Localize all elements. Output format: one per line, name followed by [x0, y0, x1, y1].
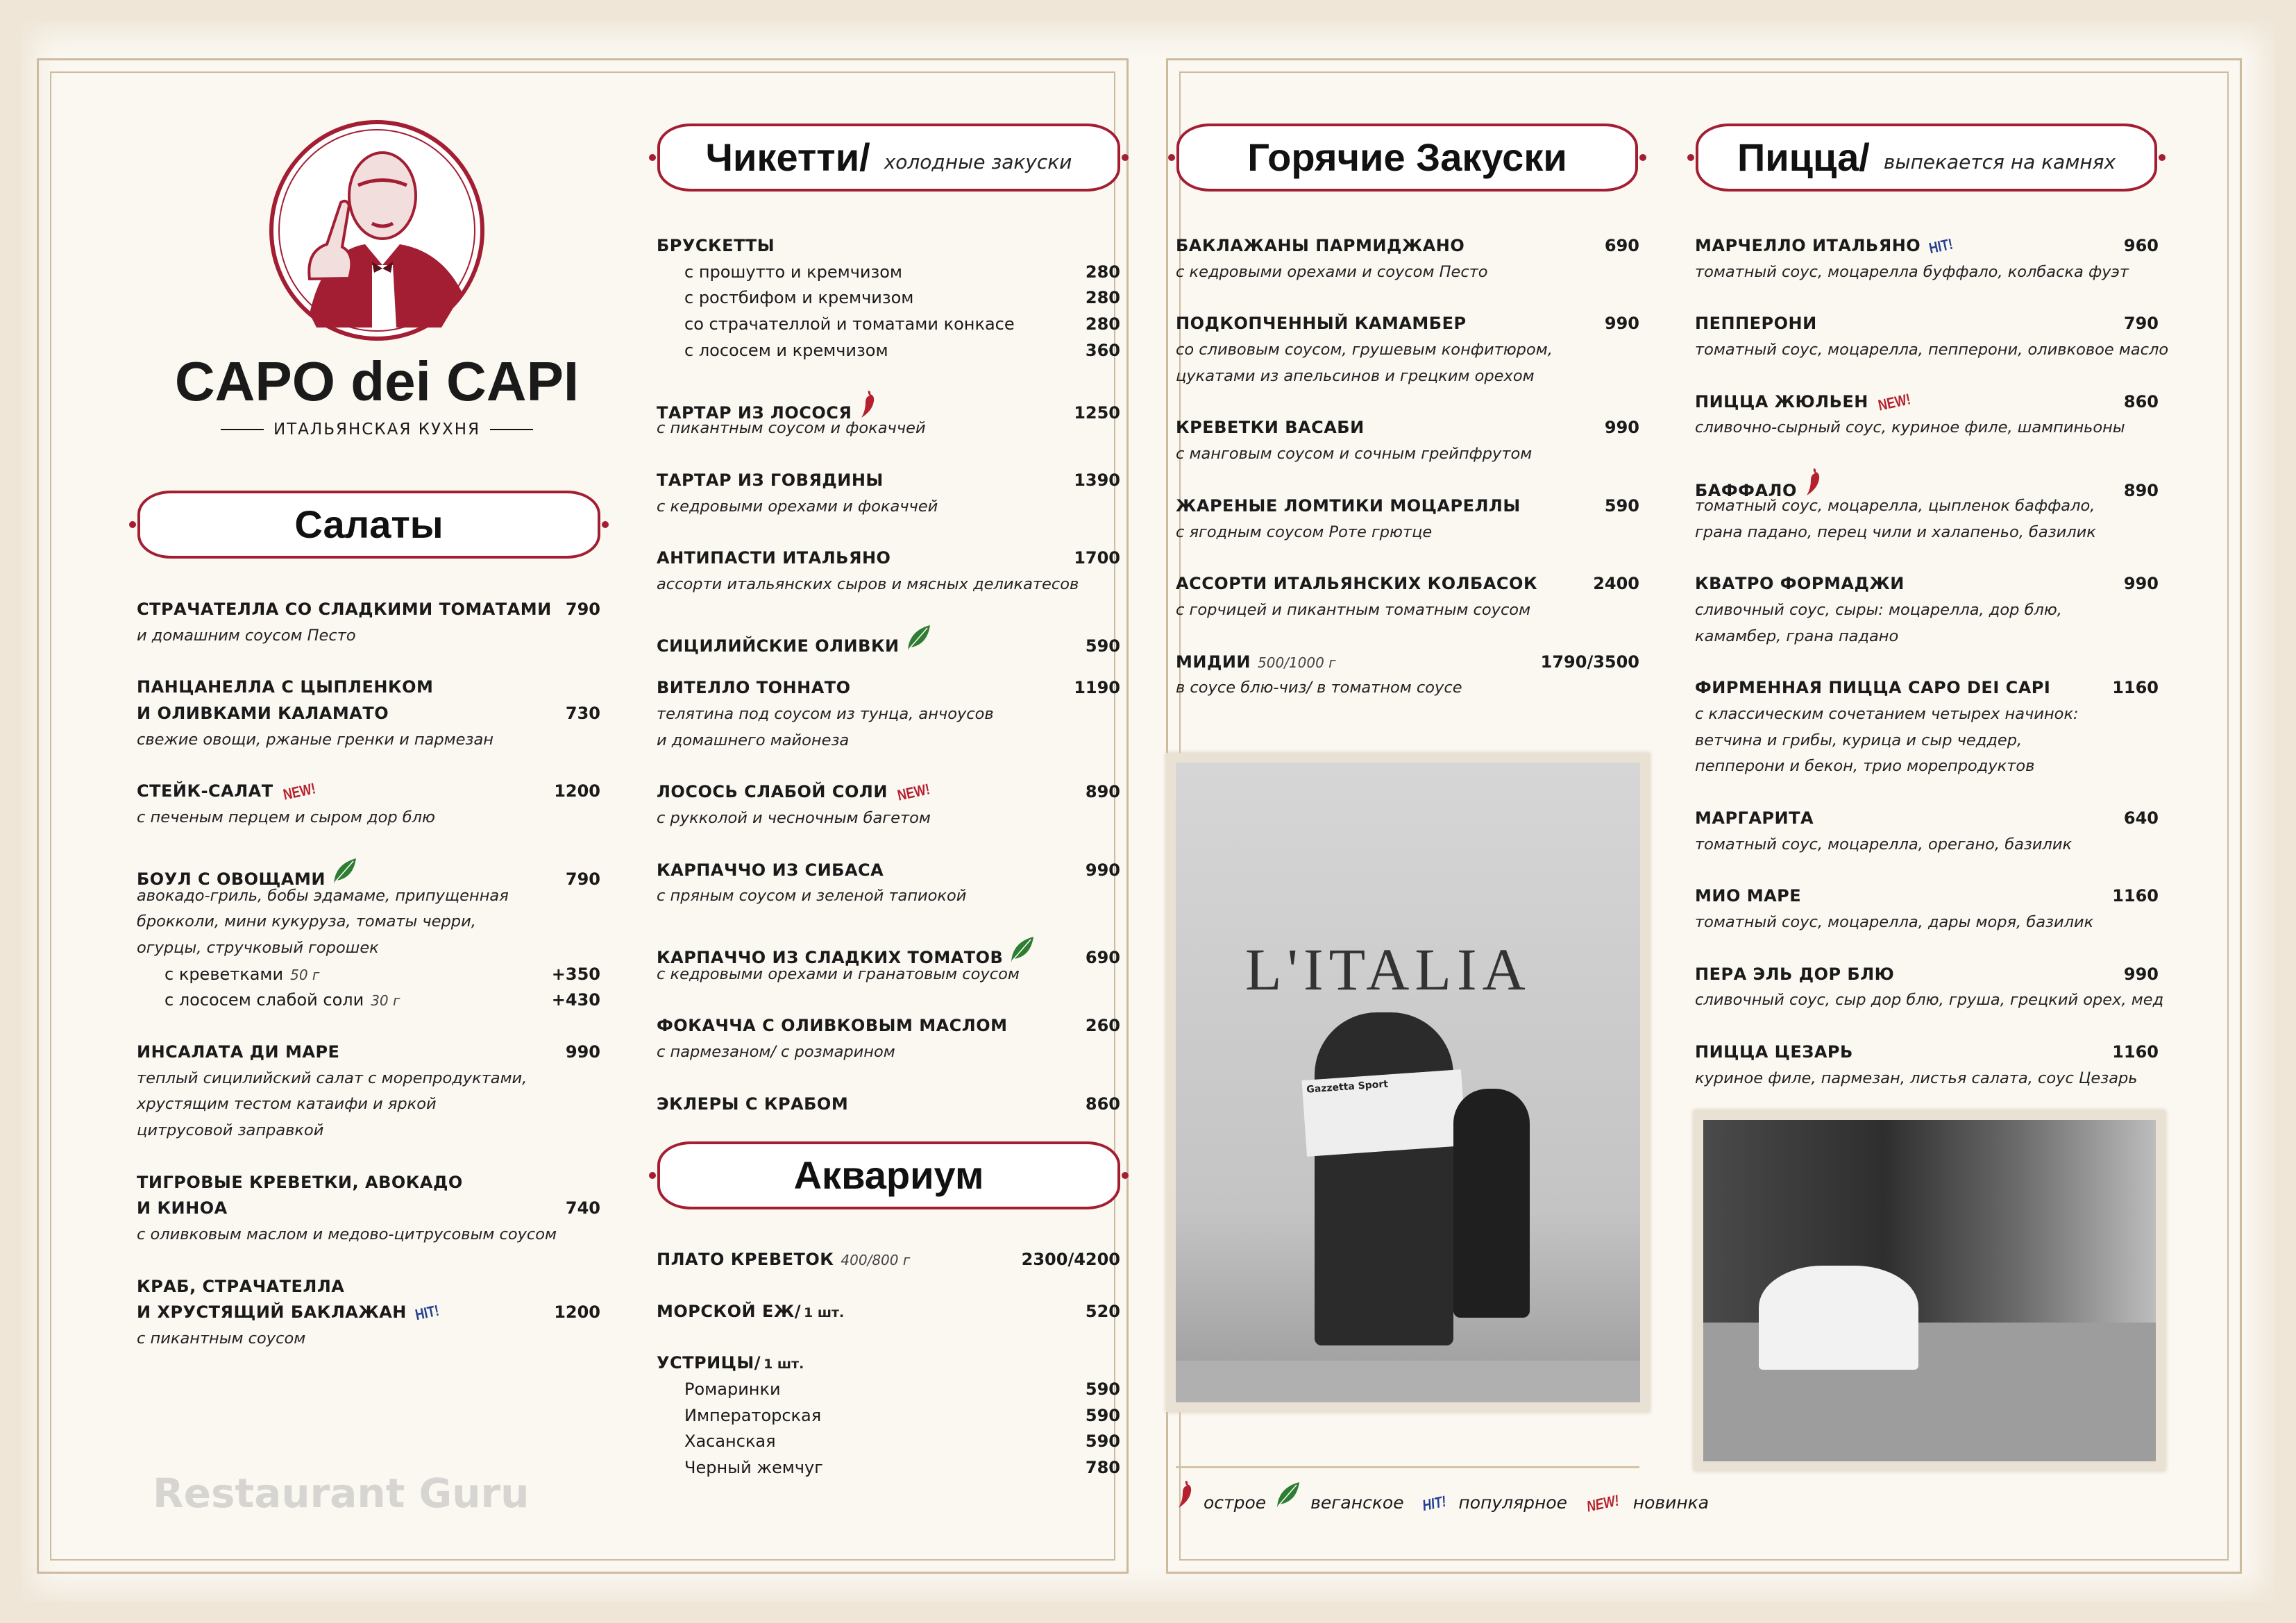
chili-icon — [1176, 1479, 1194, 1513]
menu-item[interactable] — [137, 857, 600, 1014]
item-description: авокадо-гриль, бобы эдамаме, припущенная — [137, 886, 509, 905]
section-title: Аквариум — [793, 1153, 984, 1197]
section-header-hot — [1176, 124, 1638, 192]
item-title-row — [1695, 571, 2159, 597]
option-price: 280 — [1085, 314, 1120, 334]
item-title-row — [1695, 233, 2159, 260]
item-title-row — [1176, 233, 1639, 260]
menu-item[interactable] — [657, 468, 1120, 520]
item-name: МОРСКОЙ ЕЖ/ — [657, 1301, 801, 1321]
item-description: хрустящим тестом катаифи и яркой — [137, 1095, 437, 1114]
item-name: ТИГРОВЫЕ КРЕВЕТКИ, АВОКАДО — [137, 1172, 463, 1192]
menu-item[interactable] — [657, 233, 1120, 364]
menu-item[interactable] — [657, 389, 1120, 441]
item-description: с классическим сочетанием четырех начинок: — [1695, 704, 2079, 723]
legend-hit: популярное — [1458, 1493, 1568, 1513]
option-name: с прошутто и кремчизом — [684, 262, 903, 282]
salads-list — [137, 597, 600, 1378]
hit-badge: HIT! — [1420, 1492, 1448, 1515]
item-description: куриное филе, пармезан, листья салата, соус Цезарь — [1695, 1069, 2138, 1087]
item-name: ТАРТАР ИЗ ГОВЯДИНЫ — [657, 470, 884, 490]
item-option[interactable] — [657, 1403, 1120, 1429]
section-title: Салаты — [294, 502, 444, 546]
item-option[interactable] — [657, 285, 1120, 312]
legend-divider — [1176, 1466, 1639, 1468]
item-name: ПИЦЦА ЦЕЗАРЬ — [1695, 1042, 1853, 1062]
item-description: с манговым соусом и сочным грейпфрутом — [1176, 445, 1533, 464]
item-name: ТАРТАР ИЗ ЛОСОСЯ — [657, 403, 852, 423]
item-title-row — [137, 674, 600, 701]
girl-figure — [1453, 1089, 1530, 1318]
item-option[interactable] — [657, 1429, 1120, 1455]
menu-item[interactable] — [1176, 571, 1639, 623]
item-description: ветчина и грибы, курица и сыр чеддер, — [1695, 731, 2023, 749]
menu-item[interactable] — [657, 675, 1120, 754]
item-name: И ХРУСТЯЩИЙ БАКЛАЖАН — [137, 1302, 407, 1323]
item-title-row — [657, 624, 1120, 656]
legend-spicy: острое — [1204, 1493, 1267, 1513]
menu-item[interactable] — [657, 624, 1120, 656]
item-name: КАРПАЧЧО ИЗ СИБАСА — [657, 860, 884, 880]
item-title-row — [1176, 311, 1639, 337]
option-price: 590 — [1085, 1431, 1120, 1452]
item-price: 890 — [2123, 481, 2159, 501]
item-description: томатный соус, моцарелла, пепперони, оливковое масло — [1695, 341, 2169, 359]
item-name: КАРПАЧЧО ИЗ СЛАДКИХ ТОМАТОВ — [657, 948, 1004, 968]
item-name: КРЕВЕТКИ ВАСАБИ — [1176, 418, 1365, 438]
item-name: БАКЛАЖАНЫ ПАРМИДЖАНО — [1176, 236, 1465, 255]
item-option[interactable] — [137, 987, 600, 1014]
item-name: СИЦИЛИЙСКИЕ ОЛИВКИ — [657, 636, 900, 656]
item-option[interactable] — [657, 338, 1120, 364]
item-title-row — [657, 1013, 1120, 1039]
menu-item[interactable] — [137, 1274, 600, 1352]
option-name: Хасанская — [684, 1431, 776, 1452]
item-description: свежие овощи, ржаные гренки и пармезан — [137, 730, 493, 749]
item-weight: 500/1000 г — [1258, 654, 1336, 671]
item-title-row — [657, 675, 1120, 702]
item-description: с оливковым маслом и медово-цитрусовым соусом — [137, 1225, 557, 1244]
item-title-row — [657, 233, 1120, 260]
menu-item[interactable] — [137, 597, 600, 649]
item-price: 1200 — [554, 1302, 600, 1323]
item-name: ЛОСОСЬ СЛАБОЙ СОЛИ — [657, 782, 888, 802]
item-title-row — [137, 1039, 600, 1066]
option-price: +350 — [551, 964, 600, 984]
item-title-row — [1695, 389, 2159, 416]
menu-item[interactable] — [1695, 467, 2159, 545]
item-title-row — [657, 1091, 1120, 1118]
item-description: телятина под соусом из тунца, анчоусов — [657, 704, 994, 723]
item-price: 990 — [1085, 860, 1120, 880]
item-price: 1700 — [1074, 548, 1120, 568]
item-name: БОУЛ С ОВОЩАМИ — [137, 869, 326, 889]
item-name: ПИЦЦА ЖЮЛЬЕН — [1695, 391, 1868, 411]
item-title-row — [657, 468, 1120, 494]
item-description: с рукколой и чесночным багетом — [657, 809, 931, 827]
item-price: 990 — [2123, 964, 2159, 984]
item-title-row — [137, 1274, 600, 1300]
item-price: 860 — [1085, 1094, 1120, 1114]
option-weight: 50 г — [290, 966, 320, 983]
item-description: с пряным соусом и зеленой тапиокой — [657, 887, 967, 906]
item-title-row — [1176, 493, 1639, 520]
item-unit: 1 шт. — [804, 1305, 845, 1320]
photo-italia — [1166, 753, 1650, 1412]
option-price: 780 — [1085, 1458, 1120, 1478]
item-name: МАРЧЕЛЛО ИТАЛЬЯНО — [1695, 236, 1921, 255]
item-description: огурцы, стручковый горошек — [137, 938, 379, 957]
item-price: 790 — [2123, 314, 2159, 334]
brand-tagline — [221, 419, 533, 440]
item-name: КВАТРО ФОРМАДЖИ — [1695, 574, 1905, 594]
leaf-icon — [1276, 1481, 1301, 1513]
item-title-row — [657, 389, 1120, 423]
hit-badge: HIT! — [413, 1302, 441, 1324]
godfather-portrait-icon — [268, 119, 486, 341]
item-description: томатный соус, моцарелла, дары моря, базилик — [1695, 913, 2094, 932]
item-name: ПЕРА ЭЛЬ ДОР БЛЮ — [1695, 964, 1895, 984]
item-name: ПЛАТО КРЕВЕТОК — [657, 1250, 834, 1269]
new-badge: NEW! — [281, 779, 317, 804]
brand-name: CAPO dei CAPI — [174, 350, 580, 412]
item-name: БРУСКЕТТЫ — [657, 236, 775, 255]
menu-item[interactable] — [137, 779, 600, 831]
option-name: Ромаринки — [684, 1379, 781, 1400]
item-option[interactable] — [657, 312, 1120, 338]
item-price: 1200 — [554, 781, 600, 801]
item-name: БАФФАЛО — [1695, 481, 1797, 501]
option-price: 590 — [1085, 1405, 1120, 1425]
item-title-row — [657, 1299, 1120, 1325]
item-title-row — [657, 779, 1120, 806]
option-name: с лососем и кремчизом — [684, 340, 888, 360]
item-price: 1250 — [1074, 403, 1120, 423]
item-description: сливочно-сырный соус, куриное филе, шампиньоны — [1695, 418, 2125, 437]
item-name: МИДИИ — [1176, 652, 1251, 672]
legend — [1176, 1479, 1710, 1515]
item-option[interactable] — [657, 1377, 1120, 1403]
item-description: со сливовым соусом, грушевым конфитюром, — [1176, 341, 1553, 359]
section-title: Пицца/ — [1737, 135, 1870, 179]
menu-item[interactable] — [657, 935, 1120, 987]
item-title-row — [657, 1247, 1120, 1273]
cicchetti-list — [657, 233, 1120, 1144]
menu-item[interactable] — [1176, 415, 1639, 467]
item-title-row — [1176, 571, 1639, 597]
item-description: с печеным перцем и сыром дор блю — [137, 808, 435, 827]
item-description: грана падано, перец чили и халапеньо, базилик — [1695, 522, 2096, 541]
menu-item[interactable] — [1695, 962, 2164, 1014]
item-title-row — [137, 779, 600, 805]
item-title-row — [1695, 311, 2159, 337]
leaf-icon — [906, 624, 931, 661]
option-price: +430 — [551, 990, 600, 1010]
menu-item[interactable] — [137, 1170, 600, 1248]
item-price: 990 — [1604, 418, 1639, 438]
item-title-row — [137, 1300, 600, 1326]
item-description: и домашним соусом Песто — [137, 626, 356, 645]
item-title-row — [1176, 649, 1639, 676]
option-name: с креветками — [164, 964, 284, 984]
option-name: с лососем слабой соли — [164, 990, 364, 1010]
item-weight: 400/800 г — [841, 1252, 911, 1268]
menu-item[interactable] — [1176, 311, 1639, 389]
item-price: 860 — [2123, 391, 2159, 411]
item-title-row — [137, 857, 600, 889]
item-price: 2300/4200 — [1021, 1250, 1120, 1269]
item-description: с кедровыми орехами и соусом Песто — [1176, 262, 1488, 281]
section-title: Чикетти/ — [705, 135, 870, 179]
item-name: ЭКЛЕРЫ С КРАБОМ — [657, 1094, 849, 1114]
item-title-row — [657, 1350, 1120, 1377]
menu-item[interactable] — [657, 1247, 1120, 1273]
item-price: 1190 — [1074, 678, 1120, 698]
item-description: цитрусовой заправкой — [137, 1121, 324, 1139]
item-title-row — [1695, 467, 2159, 501]
option-name: с ростбифом и кремчизом — [684, 288, 914, 308]
item-description: в соусе блю-чиз/ в томатном соусе — [1176, 679, 1462, 697]
item-title-row — [137, 1170, 600, 1196]
item-price: 1160 — [2112, 886, 2159, 906]
item-price: 690 — [1085, 948, 1120, 968]
newspaper: Gazzetta Sport — [1301, 1069, 1466, 1157]
photo-garden-table — [1694, 1110, 2166, 1471]
menu-item[interactable] — [657, 1350, 1120, 1481]
pizza-list — [1695, 233, 2169, 1118]
section-header-aquarium — [657, 1141, 1120, 1209]
item-name: И ОЛИВКАМИ КАЛАМАТО — [137, 704, 389, 724]
graffiti-text: L'ITALIA — [1245, 936, 1531, 1003]
item-name: ПОДКОПЧЕННЫЙ КАМАМБЕР — [1176, 314, 1467, 334]
item-description: томатный соус, моцарелла, цыпленок баффало, — [1695, 496, 2095, 515]
tagline-text: ИТАЛЬЯНСКАЯ КУХНЯ — [273, 420, 481, 439]
item-name: СТРАЧАТЕЛЛА СО СЛАДКИМИ ТОМАТАМИ — [137, 600, 552, 619]
item-title-row — [1695, 962, 2159, 988]
new-badge: NEW! — [1876, 390, 1912, 414]
item-name: МИО МАРЕ — [1695, 886, 1802, 906]
item-description: с пикантным соусом — [137, 1329, 306, 1348]
item-price: 790 — [565, 869, 600, 889]
option-price: 280 — [1085, 288, 1120, 308]
option-weight: 30 г — [371, 992, 400, 1010]
menu-item[interactable] — [657, 779, 1120, 831]
menu-item[interactable] — [657, 1013, 1120, 1065]
item-price: 520 — [1085, 1301, 1120, 1321]
menu-item[interactable] — [137, 1039, 600, 1144]
item-price: 1790/3500 — [1540, 652, 1639, 672]
item-price: 260 — [1085, 1016, 1120, 1036]
item-description: томатный соус, моцарелла буффало, колбаска фуэт — [1695, 262, 2129, 281]
item-title-row — [657, 545, 1120, 572]
menu-item[interactable] — [1695, 311, 2169, 363]
item-description: сливочный соус, сыр дор блю, груша, грецкий орех, мед — [1695, 991, 2164, 1010]
menu-item[interactable] — [657, 545, 1120, 597]
legend-vegan: веганское — [1310, 1493, 1404, 1513]
watermark: Restaurant Guru — [153, 1470, 530, 1517]
item-name: УСТРИЦЫ/ — [657, 1353, 761, 1373]
item-option[interactable] — [657, 260, 1120, 286]
item-price: 1160 — [2112, 1042, 2159, 1062]
item-price: 990 — [1604, 314, 1639, 334]
item-title-row — [657, 935, 1120, 968]
menu-item[interactable] — [1695, 389, 2159, 441]
section-header-pizza — [1696, 124, 2157, 192]
menu-item[interactable] — [1695, 571, 2159, 649]
menu-item[interactable] — [1695, 675, 2159, 780]
item-price: 990 — [565, 1042, 600, 1062]
item-description: с кедровыми орехами и гранатовым соусом — [657, 965, 1020, 983]
hit-badge: HIT! — [1927, 235, 1955, 257]
item-price: 590 — [1085, 636, 1120, 656]
item-price: 690 — [1604, 236, 1639, 255]
item-description: томатный соус, моцарелла, орегано, базилик — [1695, 835, 2073, 853]
hot-appetizers-list — [1176, 233, 1639, 727]
item-price: 590 — [1604, 495, 1639, 516]
item-title-row — [1695, 806, 2159, 832]
option-price: 360 — [1085, 340, 1120, 360]
item-price: 640 — [2123, 808, 2159, 828]
logo — [268, 119, 486, 341]
section-header-cicchetti — [657, 124, 1120, 192]
item-description: с пикантным соусом и фокаччей — [657, 419, 926, 438]
section-title: Горячие Закуски — [1247, 135, 1567, 179]
item-name: ЖАРЕНЫЕ ЛОМТИКИ МОЦАРЕЛЛЫ — [1176, 495, 1521, 516]
menu-item[interactable] — [1176, 493, 1639, 545]
item-title-row — [1176, 415, 1639, 441]
item-description: с горчицей и пикантным томатным соусом — [1176, 600, 1531, 619]
item-price: 990 — [2123, 574, 2159, 594]
item-option[interactable] — [657, 1455, 1120, 1481]
new-badge: NEW! — [895, 780, 931, 804]
item-description: с ягодным соусом Роте грютце — [1176, 522, 1433, 541]
menu-item[interactable] — [657, 1091, 1120, 1118]
menu-item[interactable] — [1695, 1039, 2159, 1091]
item-description: и домашнего майонеза — [657, 731, 850, 749]
menu-item[interactable] — [1695, 233, 2159, 285]
option-price: 280 — [1085, 262, 1120, 282]
option-price: 590 — [1085, 1379, 1120, 1400]
aquarium-list — [657, 1247, 1120, 1507]
item-price: 960 — [2123, 236, 2159, 255]
section-subtitle: холодные закуски — [884, 151, 1072, 173]
item-name: СТЕЙК-САЛАТ — [137, 781, 273, 801]
item-title-row — [657, 858, 1120, 884]
item-name: АНТИПАСТИ ИТАЛЬЯНО — [657, 548, 891, 568]
item-title-row — [137, 1196, 600, 1222]
option-name: со страчателлой и томатами конкасе — [684, 314, 1015, 334]
item-name: ПЕППЕРОНИ — [1695, 314, 1817, 334]
option-name: Императорская — [684, 1405, 822, 1425]
item-price: 740 — [565, 1198, 600, 1218]
item-name: МАРГАРИТА — [1695, 808, 1814, 828]
item-price: 730 — [565, 704, 600, 724]
item-price: 1390 — [1074, 470, 1120, 490]
menu-item[interactable] — [657, 1299, 1120, 1325]
item-unit: 1 шт. — [763, 1357, 804, 1373]
item-name: АССОРТИ ИТАЛЬЯНСКИХ КОЛБАСОК — [1176, 574, 1538, 594]
menu-item[interactable] — [1695, 806, 2159, 858]
item-description: сливочный соус, сыры: моцарелла, дор блю, — [1695, 600, 2062, 619]
item-description: с кедровыми орехами и фокаччей — [657, 497, 938, 516]
new-badge: NEW! — [1585, 1491, 1621, 1515]
item-name: ВИТЕЛЛО ТОННАТО — [657, 678, 851, 698]
menu-item[interactable] — [137, 674, 600, 753]
item-price: 2400 — [1593, 574, 1639, 594]
item-name: ФОКАЧЧА С ОЛИВКОВЫМ МАСЛОМ — [657, 1016, 1008, 1036]
item-description: с пармезаном/ с розмарином — [657, 1043, 895, 1062]
item-description: камамбер, грана падано — [1695, 627, 1899, 645]
item-price: 1160 — [2112, 678, 2159, 698]
item-title-row — [1695, 675, 2159, 702]
legend-new: новинка — [1632, 1493, 1710, 1513]
item-title-row — [1695, 1039, 2159, 1066]
item-description: ассорти итальянских сыров и мясных деликатесов — [657, 575, 1079, 593]
item-name: ПАНЦАНЕЛЛА С ЦЫПЛЕНКОМ — [137, 677, 434, 697]
item-title-row — [137, 701, 600, 727]
menu-item[interactable] — [1176, 233, 1639, 285]
item-title-row — [1695, 883, 2159, 910]
item-name: КРАБ, СТРАЧАТЕЛЛА — [137, 1276, 345, 1296]
item-name: ИНСАЛАТА ДИ МАРЕ — [137, 1042, 340, 1062]
item-name: ФИРМЕННАЯ ПИЦЦА CAPO DEI CAPI — [1695, 678, 2051, 698]
item-name: И КИНОА — [137, 1198, 228, 1218]
man-figure — [1315, 1012, 1453, 1345]
item-description: цукатами из апельсинов и грецким орехом — [1176, 366, 1535, 385]
table — [1759, 1266, 1918, 1370]
menu-item[interactable] — [1695, 883, 2159, 935]
option-name: Черный жемчуг — [684, 1458, 823, 1478]
menu-item[interactable] — [1176, 649, 1639, 702]
item-description: пепперони и бекон, трио морепродуктов — [1695, 757, 2035, 776]
section-subtitle: выпекается на камнях — [1883, 151, 2116, 173]
item-price: 890 — [1085, 782, 1120, 802]
item-price: 790 — [565, 600, 600, 619]
item-description: теплый сицилийский салат с морепродуктами, — [137, 1069, 527, 1087]
item-description: брокколи, мини кукуруза, томаты черри, — [137, 912, 476, 931]
item-title-row — [137, 597, 600, 623]
item-option[interactable] — [137, 962, 600, 988]
menu-item[interactable] — [657, 858, 1120, 910]
section-header-salads — [137, 491, 600, 559]
